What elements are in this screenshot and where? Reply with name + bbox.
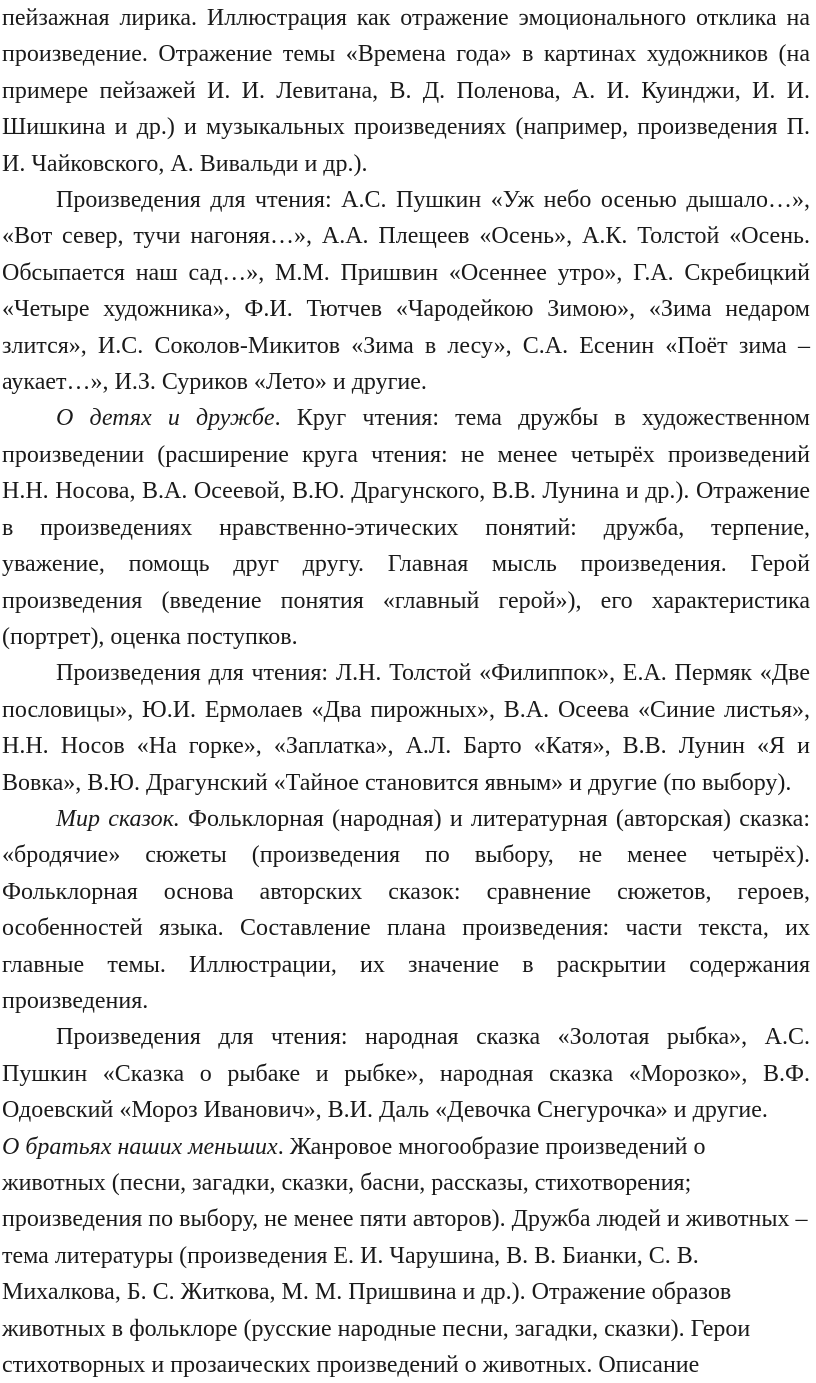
paragraph-reading-list-tales (2, 1019, 810, 1128)
section-heading: О детях и дружбе (56, 405, 275, 432)
paragraph-text: пейзажная лирика. Иллюстрация как отражение эмоционального отклика на произведение. Отражение темы «Времена года» в картинах художников (на примере пейзажей И. И. Левитана, В. Д. Поленова, А. И. Куинджи, И. И. Шишкина и др.) и музыкальных произведениях (например, произведения П. И. Чайковского, А. Вивальди и др.). (2, 5, 810, 177)
paragraph-reading-list-friendship (2, 655, 810, 801)
paragraph-text: Произведения для чтения: А.С. Пушкин «Уж небо осенью дышало…», «Вот север, тучи нагоняя…», А.А. Плещеев «Осень», А.К. Толстой «Осень. Обсыпается наш сад…», М.М. Пришвин «Осеннее утро», Г.А. Скребицкий «Четыре художника», Ф.И. Тютчев «Чародейкою Зимою», «Зима недаром злится», И.С. Соколов-Микитов «Зима в лесу», С.А. Есенин «Поёт зима – аукает…», И.З. Суриков «Лето» и другие. (2, 187, 810, 396)
section-heading: О братьях наших меньших (2, 1133, 278, 1160)
section-heading: Мир сказок. (56, 805, 180, 832)
paragraph-children-friendship (2, 400, 810, 655)
paragraph-animals (2, 1129, 810, 1383)
paragraph-landscape-lyrics (2, 0, 810, 182)
paragraph-reading-list-seasons (2, 182, 810, 400)
paragraph-text: Произведения для чтения: Л.Н. Толстой «Филиппок», Е.А. Пермяк «Две пословицы», Ю.И. Ермолаев «Два пирожных», В.А. Осеева «Синие листья», Н.Н. Носов «На горке», «Заплатка», А.Л. Барто «Катя», В.В. Лунин «Я и Вовка», В.Ю. Драгунский «Тайное становится явным» и другие (по выбору). (2, 660, 810, 796)
paragraph-world-of-tales (2, 801, 810, 1019)
paragraph-text: . Круг чтения: тема дружбы в художественном произведении (расширение круга чтения: не менее четырёх произведений Н.Н. Носова, В.А. Осеевой, В.Ю. Драгунского, В.В. Лунина и др.). Отражение в произведениях нравственно-этических понятий: дружба, терпение, уважение, помощь друг другу. Главная мысль произведения. Герой произведения (введение понятия «главный герой»), его характеристика (портрет), оценка поступков. (2, 405, 810, 650)
paragraph-text: Произведения для чтения: народная сказка «Золотая рыбка», А.С. Пушкин «Сказка о рыбаке и рыбке», народная сказка «Морозко», В.Ф. Одоевский «Мороз Иванович», В.И. Даль «Девочка Снегурочка» и другие. (2, 1024, 810, 1124)
paragraph-text: Фольклорная (народная) и литературная (авторская) сказка: «бродячие» сюжеты (произведения по выбору, не менее четырёх). Фольклорная основа авторских сказок: сравнение сюжетов, героев, особенностей языка. Составление плана произведения: части текста, их главные темы. Иллюстрации, их значение в раскрытии содержания произведения. (2, 805, 810, 1014)
paragraph-text: . Жанровое многообразие произведений о животных (песни, загадки, сказки, басни, рассказы, стихотворения; произведения по выбору, не менее пяти авторов). Дружба людей и животных – тема литературы (произведения Е. И. Чарушина, В. В. Бианки, С. В. Михалкова, Б. С. Житкова, М. М. Пришвина и др.). Отражение образов животных в фольклоре (русские народные песни, загадки, сказки). Герои стихотворных и прозаических произведений о животных. Описание (2, 1133, 808, 1379)
